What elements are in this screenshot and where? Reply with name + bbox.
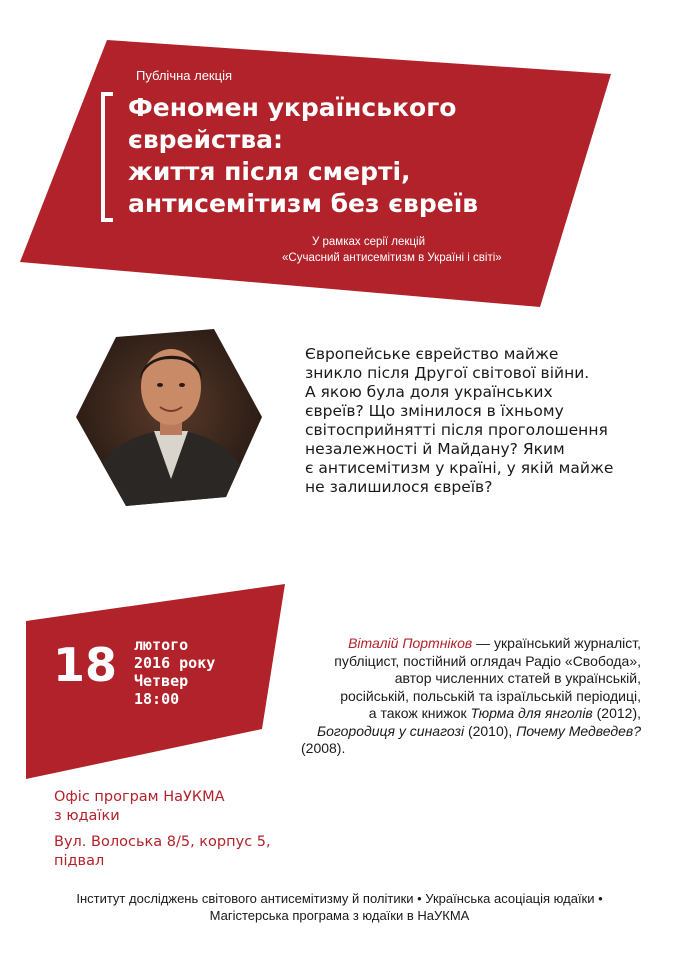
book-title: Богородиця у синагозі [317, 722, 465, 739]
title-line: Феномен українського [128, 93, 457, 122]
bio-text: (2012), [592, 705, 641, 721]
series-intro: У рамках серії лекцій [312, 236, 426, 248]
intro-line: не залишилося євреїв? [305, 478, 493, 496]
venue-line: підвал [54, 853, 105, 869]
intro-line: зникло після Другої світової війни. [305, 364, 590, 382]
speaker-photo [76, 329, 262, 506]
title-bracket [101, 92, 113, 222]
bio-text: публіцист, постійний оглядач Радіо «Свобода», [334, 652, 641, 669]
event-weekday: Четвер [134, 672, 189, 690]
intro-line: Європейське єврейство майже [305, 345, 559, 363]
intro-line: незалежності й Майдану? Яким [305, 440, 565, 458]
footer-line: Інститут досліджень світового антисемітизму й політики • Українська асоціація юдаїки • [76, 891, 603, 906]
venue-address [54, 833, 271, 871]
bio-text: — український журналіст, [472, 635, 641, 651]
venue-office [54, 788, 225, 826]
intro-line: євреїв? Що змінилося в їхньому [305, 402, 564, 420]
intro-line: світосприйнятті після проголошення [305, 421, 608, 439]
event-time: 18:00 [134, 690, 180, 708]
intro-text [305, 345, 655, 497]
speaker-bio [301, 635, 641, 758]
organizers-footer [0, 890, 679, 924]
title-line: життя після смерті, [128, 157, 411, 186]
intro-line: є антисемітизм у країні, у якій майже [305, 459, 614, 477]
venue-line: Офіс програм НаУКМА [54, 789, 225, 805]
bio-text: а також книжок [368, 705, 471, 721]
bio-text: автор численних статей в українській, [394, 670, 641, 686]
speaker-name: Віталій Портніков [348, 635, 473, 651]
book-title: Тюрма для янголів [470, 705, 593, 721]
lecture-series [282, 234, 612, 266]
title-line: єврейства: [128, 125, 284, 154]
series-name: «Сучасний антисемітизм в Україні і світі» [282, 252, 502, 264]
bio-text: російській, польській та ізраїльській періодиці, [340, 687, 641, 704]
bio-text: (2010), [464, 722, 517, 739]
event-date-details [134, 636, 215, 708]
event-day: 18 [53, 638, 118, 692]
venue-line: Вул. Волоська 8/5, корпус 5, [54, 834, 271, 850]
title-line: антисемітизм без євреїв [128, 189, 479, 218]
venue-line: з юдаїки [54, 808, 120, 824]
book-title: Почему Медведев? [516, 722, 641, 739]
lecture-type-label: Публічна лекція [136, 68, 232, 83]
intro-line: А якою була доля українських [305, 383, 553, 401]
event-year: 2016 року [134, 654, 216, 672]
lecture-title [128, 92, 598, 220]
footer-line: Магістерська програма з юдаїки в НаУКМА [209, 908, 470, 923]
event-month: лютого [134, 636, 189, 654]
bio-text: (2008). [301, 740, 346, 756]
